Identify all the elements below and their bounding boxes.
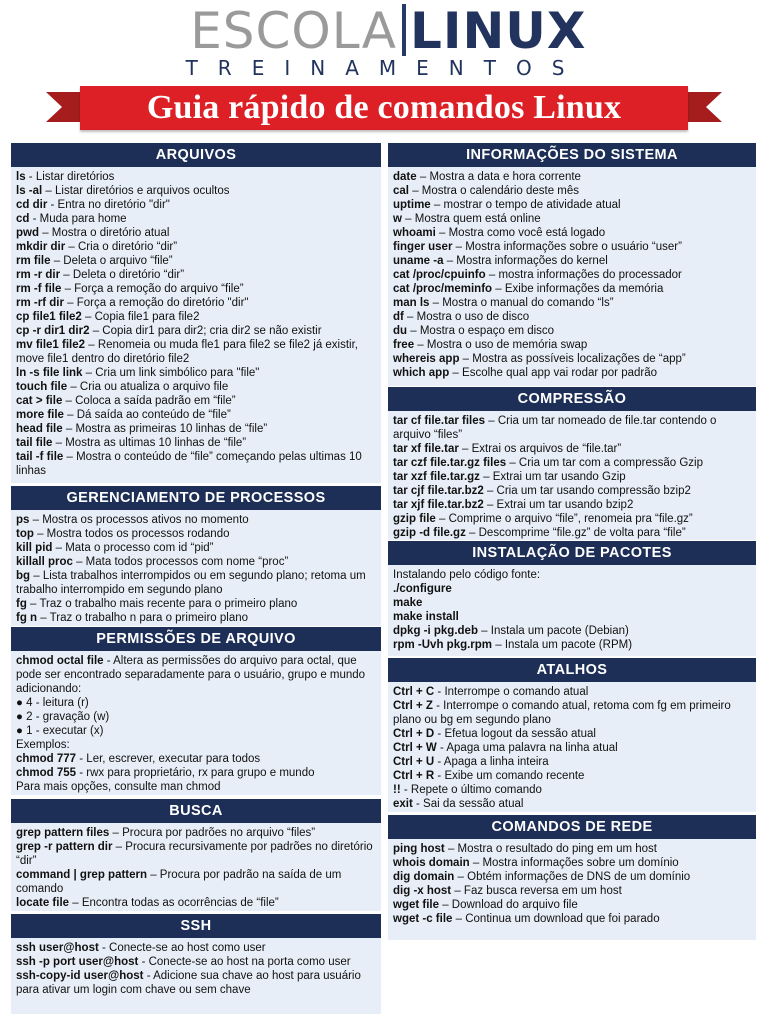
command-description: Exemplos: bbox=[16, 739, 70, 751]
command-name: mv file1 file2 bbox=[16, 339, 86, 351]
section-title: SSH bbox=[11, 914, 381, 938]
section-arquivos bbox=[11, 143, 381, 483]
command-item bbox=[393, 170, 750, 184]
section-body bbox=[11, 167, 381, 478]
command-name: ls bbox=[16, 171, 26, 183]
command-description: – Procura por padrão na saída de um comando bbox=[16, 869, 342, 895]
command-description: – Exibe informações da memória bbox=[492, 283, 664, 295]
command-description: – Cria um link simbólico para "file" bbox=[82, 367, 260, 379]
command-description: – Traz o trabalho mais recente para o primeiro plano bbox=[26, 598, 298, 610]
command-item bbox=[393, 484, 750, 498]
command-item bbox=[393, 414, 750, 442]
command-item bbox=[16, 541, 375, 555]
command-item bbox=[16, 324, 375, 338]
command-item bbox=[393, 470, 750, 484]
command-name: df bbox=[393, 311, 404, 323]
command-name: finger user bbox=[393, 241, 453, 253]
command-name: dpkg -i pkg.deb bbox=[393, 625, 478, 637]
command-item bbox=[393, 898, 750, 912]
command-name: wget -c file bbox=[393, 913, 453, 925]
section-title: COMPRESSÃO bbox=[388, 387, 756, 411]
command-description: – Cria um tar usando compressão bzip2 bbox=[483, 485, 691, 497]
command-item bbox=[393, 783, 750, 797]
command-item bbox=[16, 254, 375, 268]
command-name: Ctrl + R bbox=[393, 770, 435, 782]
command-description: – Cria um tar nomeado de file.tar contendo o arquivo “files” bbox=[393, 415, 717, 441]
command-item bbox=[393, 442, 750, 456]
command-description: – Mostra o uso de memória swap bbox=[414, 339, 588, 351]
command-name: Ctrl + Z bbox=[393, 700, 433, 712]
command-item bbox=[393, 456, 750, 470]
command-name: chmod 755 bbox=[16, 767, 77, 779]
ribbon-tail-right bbox=[682, 92, 722, 122]
command-item bbox=[393, 596, 750, 610]
command-name: Ctrl + C bbox=[393, 686, 435, 698]
command-item bbox=[16, 896, 375, 910]
command-description: – Mostra informações sobre um domínio bbox=[469, 857, 679, 869]
command-item bbox=[393, 282, 750, 296]
command-description: – Mostra como você está logado bbox=[435, 227, 606, 239]
command-item bbox=[393, 755, 750, 769]
command-item bbox=[393, 254, 750, 268]
command-name: chmod octal file bbox=[16, 655, 104, 667]
command-description: ● 4 - leitura (r) bbox=[16, 697, 89, 709]
command-item bbox=[393, 366, 750, 380]
section-title: INFORMAÇÕES DO SISTEMA bbox=[388, 143, 756, 167]
command-item bbox=[16, 696, 375, 710]
command-item bbox=[393, 842, 750, 856]
command-item bbox=[16, 198, 375, 212]
command-name: du bbox=[393, 325, 408, 337]
command-name: cd bbox=[16, 213, 30, 225]
command-name: ls -al bbox=[16, 185, 43, 197]
section-body bbox=[388, 167, 756, 380]
command-item bbox=[16, 840, 375, 868]
command-name: cal bbox=[393, 185, 409, 197]
command-name: grep pattern files bbox=[16, 827, 110, 839]
command-name: tar xjf file.tar.bz2 bbox=[393, 499, 484, 511]
command-description: – Copia dir1 para dir2; cria dir2 se não existir bbox=[89, 325, 322, 337]
command-item bbox=[16, 569, 375, 597]
command-name: ssh-copy-id user@host bbox=[16, 970, 144, 982]
command-item bbox=[393, 624, 750, 638]
command-item bbox=[16, 941, 375, 955]
section-body bbox=[11, 823, 381, 910]
command-name: Ctrl + W bbox=[393, 742, 437, 754]
command-name: !! bbox=[393, 784, 401, 796]
command-name: make install bbox=[393, 611, 459, 623]
command-item bbox=[393, 296, 750, 310]
command-name: cp file1 file2 bbox=[16, 311, 82, 323]
command-item bbox=[393, 498, 750, 512]
command-description: - Apaga a linha inteira bbox=[434, 756, 549, 768]
command-description: – Copia file1 para file2 bbox=[81, 311, 200, 323]
logo-subtitle: TREINAMENTOS bbox=[185, 56, 585, 80]
command-name: fg bbox=[16, 598, 27, 610]
command-description: – Lista trabalhos interrompidos ou em segundo plano; retoma um trabalho interrompido em segundo plano bbox=[16, 570, 366, 596]
command-name: mkdir dir bbox=[16, 241, 66, 253]
command-item bbox=[393, 638, 750, 652]
command-item bbox=[16, 611, 375, 625]
command-description: – Mostra o espaço em disco bbox=[407, 325, 555, 337]
command-description: – Mostra informações sobre o usuário “user” bbox=[452, 241, 682, 253]
command-description: – Extrai os arquivos de “file.tar” bbox=[458, 443, 622, 455]
section-title: PERMISSÕES DE ARQUIVO bbox=[11, 627, 381, 651]
command-description: – Deleta o arquivo “file” bbox=[50, 255, 173, 267]
command-name: more file bbox=[16, 409, 64, 421]
command-name: ./configure bbox=[393, 583, 452, 595]
command-item bbox=[16, 555, 375, 569]
command-name: tail -f file bbox=[16, 451, 64, 463]
command-description: – Procura por padrões no arquivo “files” bbox=[109, 827, 316, 839]
command-item bbox=[16, 826, 375, 840]
command-item bbox=[16, 710, 375, 724]
command-name: ping host bbox=[393, 843, 445, 855]
command-name: locate file bbox=[16, 897, 70, 909]
section-title: BUSCA bbox=[11, 799, 381, 823]
command-item bbox=[393, 268, 750, 282]
command-item bbox=[393, 856, 750, 870]
command-item bbox=[16, 752, 375, 766]
command-description: – Mostra todos os processos rodando bbox=[33, 528, 230, 540]
command-item bbox=[16, 212, 375, 226]
command-item bbox=[393, 568, 750, 582]
command-name: uname -a bbox=[393, 255, 444, 267]
command-name: head file bbox=[16, 423, 63, 435]
command-item bbox=[393, 912, 750, 926]
command-name: cat /proc/meminfo bbox=[393, 283, 493, 295]
command-description: – Mata o processo com id “pid” bbox=[52, 542, 214, 554]
page-title: Guia rápido de comandos Linux bbox=[80, 86, 688, 130]
command-item bbox=[393, 582, 750, 596]
command-description: ● 2 - gravação (w) bbox=[16, 711, 110, 723]
command-item bbox=[16, 184, 375, 198]
command-name: gzip file bbox=[393, 513, 436, 525]
command-item bbox=[393, 769, 750, 783]
command-description: - Sai da sessão atual bbox=[412, 798, 524, 810]
command-name: Ctrl + D bbox=[393, 728, 435, 740]
section-body bbox=[388, 682, 756, 811]
command-item bbox=[16, 527, 375, 541]
command-description: - rwx para proprietário, rx para grupo e mundo bbox=[76, 767, 315, 779]
logo-word-linux: LINUX bbox=[410, 2, 587, 60]
command-description: – mostra informações do processador bbox=[485, 269, 682, 281]
command-name: tar xf file.tar bbox=[393, 443, 459, 455]
command-description: – Extrai um tar usando Gzip bbox=[479, 471, 626, 483]
section-body bbox=[388, 565, 756, 652]
section-body bbox=[11, 651, 381, 794]
command-item bbox=[16, 868, 375, 896]
command-description: – Mostra as ultimas 10 linhas de “file” bbox=[52, 437, 247, 449]
command-item bbox=[16, 450, 375, 478]
command-description: – Dá saída ao conteúdo de “file” bbox=[63, 409, 231, 421]
command-item bbox=[393, 685, 750, 699]
command-item bbox=[393, 352, 750, 366]
command-description: – Mostra os processos ativos no momento bbox=[29, 514, 249, 526]
logo bbox=[0, 0, 768, 86]
command-name: tar czf file.tar.gz files bbox=[393, 457, 507, 469]
command-name: rm -r dir bbox=[16, 269, 61, 281]
section-instalacao bbox=[388, 541, 756, 656]
command-name: free bbox=[393, 339, 415, 351]
command-description: – Mostra o conteúdo de “file” começando pelas ultimas 10 linhas bbox=[16, 451, 362, 477]
command-name: whereis app bbox=[393, 353, 460, 365]
command-item bbox=[393, 226, 750, 240]
command-name: w bbox=[393, 213, 402, 225]
command-name: which app bbox=[393, 367, 450, 379]
command-name: chmod 777 bbox=[16, 753, 77, 765]
command-name: rm file bbox=[16, 255, 51, 267]
command-item bbox=[393, 699, 750, 727]
command-name: cd dir bbox=[16, 199, 48, 211]
command-name: tar cf file.tar files bbox=[393, 415, 486, 427]
command-description: – Força a remoção do arquivo “file” bbox=[61, 283, 244, 295]
section-body bbox=[11, 938, 381, 997]
command-description: – mostrar o tempo de atividade atual bbox=[430, 199, 621, 211]
command-description: – Força a remoção do diretório "dir" bbox=[63, 297, 249, 309]
command-name: man ls bbox=[393, 297, 430, 309]
command-description: – Mostra o manual do comando “ls” bbox=[429, 297, 614, 309]
command-item bbox=[393, 512, 750, 526]
command-description: - Adicione sua chave ao host para usuário para ativar um login com chave ou sem chave bbox=[16, 970, 361, 996]
command-item bbox=[16, 955, 375, 969]
command-item bbox=[393, 240, 750, 254]
section-processos bbox=[11, 486, 381, 626]
command-name: rm -rf dir bbox=[16, 297, 64, 309]
command-item bbox=[393, 797, 750, 811]
section-busca bbox=[11, 799, 381, 911]
command-item bbox=[16, 780, 375, 794]
command-description: – Mostra o resultado do ping em um host bbox=[444, 843, 657, 855]
command-item bbox=[16, 338, 375, 366]
command-name: tar xzf file.tar.gz bbox=[393, 471, 480, 483]
command-description: – Encontra todas as ocorrências de “file” bbox=[69, 897, 279, 909]
command-item bbox=[16, 268, 375, 282]
command-description: – Continua um download que foi parado bbox=[452, 913, 660, 925]
command-item bbox=[393, 727, 750, 741]
section-title: ATALHOS bbox=[388, 658, 756, 682]
command-item bbox=[16, 724, 375, 738]
command-name: top bbox=[16, 528, 34, 540]
command-item bbox=[393, 324, 750, 338]
command-name: ssh -p port user@host bbox=[16, 956, 139, 968]
command-item bbox=[393, 741, 750, 755]
command-description: Instalando pelo código fonte: bbox=[393, 569, 541, 581]
command-item bbox=[16, 436, 375, 450]
command-name: kill pid bbox=[16, 542, 53, 554]
command-description: – Procura recursivamente por padrões no diretório “dir” bbox=[16, 841, 373, 867]
command-description: – Mostra o diretório atual bbox=[39, 227, 170, 239]
command-item bbox=[393, 184, 750, 198]
command-name: date bbox=[393, 171, 417, 183]
command-name: wget file bbox=[393, 899, 440, 911]
section-atalhos bbox=[388, 658, 756, 812]
command-item bbox=[16, 310, 375, 324]
command-item bbox=[16, 296, 375, 310]
command-item bbox=[393, 526, 750, 540]
command-description: – Mostra as primeiras 10 linhas de “file” bbox=[62, 423, 268, 435]
command-name: ln -s file link bbox=[16, 367, 83, 379]
command-name: whoami bbox=[393, 227, 436, 239]
command-description: - Interrompe o comando atual bbox=[434, 686, 589, 698]
command-description: – Deleta o diretório “dir” bbox=[60, 269, 185, 281]
command-item bbox=[16, 394, 375, 408]
section-compressao bbox=[388, 387, 756, 540]
command-name: dig domain bbox=[393, 871, 455, 883]
command-item bbox=[16, 513, 375, 527]
command-name: tail file bbox=[16, 437, 53, 449]
command-description: – Instala um pacote (Debian) bbox=[477, 625, 629, 637]
command-item bbox=[393, 884, 750, 898]
command-item bbox=[16, 170, 375, 184]
command-description: - Interrompe o comando atual, retoma com fg em primeiro plano ou bg em segundo plano bbox=[393, 700, 731, 726]
command-description: - Listar diretórios bbox=[25, 171, 115, 183]
command-description: – Descomprime “file.gz” de volta para “file” bbox=[465, 527, 686, 539]
command-name: rm -f file bbox=[16, 283, 62, 295]
command-description: – Comprime o arquivo “file”, renomeia pra “file.gz” bbox=[435, 513, 693, 525]
command-name: cp -r dir1 dir2 bbox=[16, 325, 90, 337]
command-description: – Escolhe qual app vai rodar por padrão bbox=[449, 367, 658, 379]
command-description: ● 1 - executar (x) bbox=[16, 725, 104, 737]
command-name: grep -r pattern dir bbox=[16, 841, 113, 853]
command-name: pwd bbox=[16, 227, 39, 239]
command-description: – Mostra informações do kernel bbox=[443, 255, 608, 267]
command-description: - Entra no diretório "dir" bbox=[47, 199, 170, 211]
command-description: - Apaga uma palavra na linha atual bbox=[436, 742, 618, 754]
command-description: - Repete o último comando bbox=[400, 784, 542, 796]
command-name: command | grep pattern bbox=[16, 869, 148, 881]
command-name: tar cjf file.tar.bz2 bbox=[393, 485, 484, 497]
command-description: - Ler, escrever, executar para todos bbox=[76, 753, 261, 765]
command-item bbox=[393, 870, 750, 884]
section-permissoes bbox=[11, 627, 381, 795]
command-name: cat > file bbox=[16, 395, 63, 407]
command-item bbox=[16, 282, 375, 296]
command-name: exit bbox=[393, 798, 413, 810]
command-item bbox=[393, 212, 750, 226]
command-name: bg bbox=[16, 570, 31, 582]
command-item bbox=[16, 226, 375, 240]
command-name: ssh user@host bbox=[16, 942, 99, 954]
command-description: - Altera as permissões do arquivo para octal, que pode ser encontrado separadamente para o usuário, grupo e mundo adicionando: bbox=[16, 655, 366, 695]
command-item bbox=[16, 408, 375, 422]
command-description: – Mostra o uso de disco bbox=[403, 311, 530, 323]
command-name: rpm -Uvh pkg.rpm bbox=[393, 639, 493, 651]
command-description: – Instala um pacote (RPM) bbox=[492, 639, 633, 651]
command-item bbox=[16, 422, 375, 436]
command-name: killall proc bbox=[16, 556, 73, 568]
command-item bbox=[16, 597, 375, 611]
command-description: - Conecte-se ao host na porta como user bbox=[138, 956, 351, 968]
logo-divider bbox=[402, 4, 406, 56]
command-item bbox=[16, 654, 375, 696]
command-name: uptime bbox=[393, 199, 431, 211]
command-description: – Obtém informações de DNS de um domínio bbox=[454, 871, 691, 883]
command-item bbox=[393, 198, 750, 212]
command-name: ps bbox=[16, 514, 30, 526]
command-name: fg n bbox=[16, 612, 38, 624]
command-description: – Extrai um tar usando bzip2 bbox=[483, 499, 634, 511]
command-description: – Mostra a data e hora corrente bbox=[416, 171, 581, 183]
section-informacoes bbox=[388, 143, 756, 386]
section-ssh bbox=[11, 914, 381, 1014]
command-name: dig -x host bbox=[393, 885, 452, 897]
command-name: Ctrl + U bbox=[393, 756, 435, 768]
command-description: – Mata todos processos com nome “proc” bbox=[72, 556, 289, 568]
command-item bbox=[16, 766, 375, 780]
section-title: GERENCIAMENTO DE PROCESSOS bbox=[11, 486, 381, 510]
logo-word-escola: ESCOLA bbox=[190, 2, 397, 60]
command-description: – Download do arquivo file bbox=[439, 899, 578, 911]
command-item bbox=[16, 969, 375, 997]
section-rede bbox=[388, 815, 756, 940]
command-item bbox=[393, 338, 750, 352]
command-item bbox=[393, 610, 750, 624]
section-title: INSTALAÇÃO DE PACOTES bbox=[388, 541, 756, 565]
command-description: – Listar diretórios e arquivos ocultos bbox=[42, 185, 230, 197]
command-item bbox=[16, 240, 375, 254]
command-name: cat /proc/cpuinfo bbox=[393, 269, 486, 281]
command-item bbox=[393, 310, 750, 324]
command-name: touch file bbox=[16, 381, 68, 393]
command-description: – Traz o trabalho n para o primeiro plano bbox=[37, 612, 249, 624]
section-body bbox=[388, 411, 756, 540]
section-title: COMANDOS DE REDE bbox=[388, 815, 756, 839]
section-body bbox=[388, 839, 756, 926]
command-description: - Efetua logout da sessão atual bbox=[434, 728, 596, 740]
command-item bbox=[16, 738, 375, 752]
command-description: – Renomeia ou muda fle1 para file2 se file2 já existir, move file1 dentro do diretório file2 bbox=[16, 339, 359, 365]
command-description: – Mostra o calendário deste mês bbox=[409, 185, 580, 197]
command-item bbox=[16, 366, 375, 380]
command-description: – Cria um tar com a compressão Gzip bbox=[506, 457, 703, 469]
command-description: – Mostra quem está online bbox=[401, 213, 541, 225]
command-description: – Cria ou atualiza o arquivo file bbox=[67, 381, 229, 393]
command-name: make bbox=[393, 597, 423, 609]
command-description: – Mostra as possíveis localizações de “app” bbox=[459, 353, 686, 365]
command-description: Para mais opções, consulte man chmod bbox=[16, 781, 221, 793]
section-body bbox=[11, 510, 381, 625]
command-description: - Exibe um comando recente bbox=[434, 770, 585, 782]
command-description: - Muda para home bbox=[29, 213, 127, 225]
section-title: ARQUIVOS bbox=[11, 143, 381, 167]
command-description: - Conecte-se ao host como user bbox=[98, 942, 266, 954]
command-description: – Coloca a saída padrão em “file” bbox=[62, 395, 236, 407]
command-description: – Faz busca reversa em um host bbox=[451, 885, 622, 897]
command-name: whois domain bbox=[393, 857, 470, 869]
command-item bbox=[16, 380, 375, 394]
command-name: gzip -d file.gz bbox=[393, 527, 466, 539]
command-description: – Cria o diretório “dir” bbox=[65, 241, 178, 253]
